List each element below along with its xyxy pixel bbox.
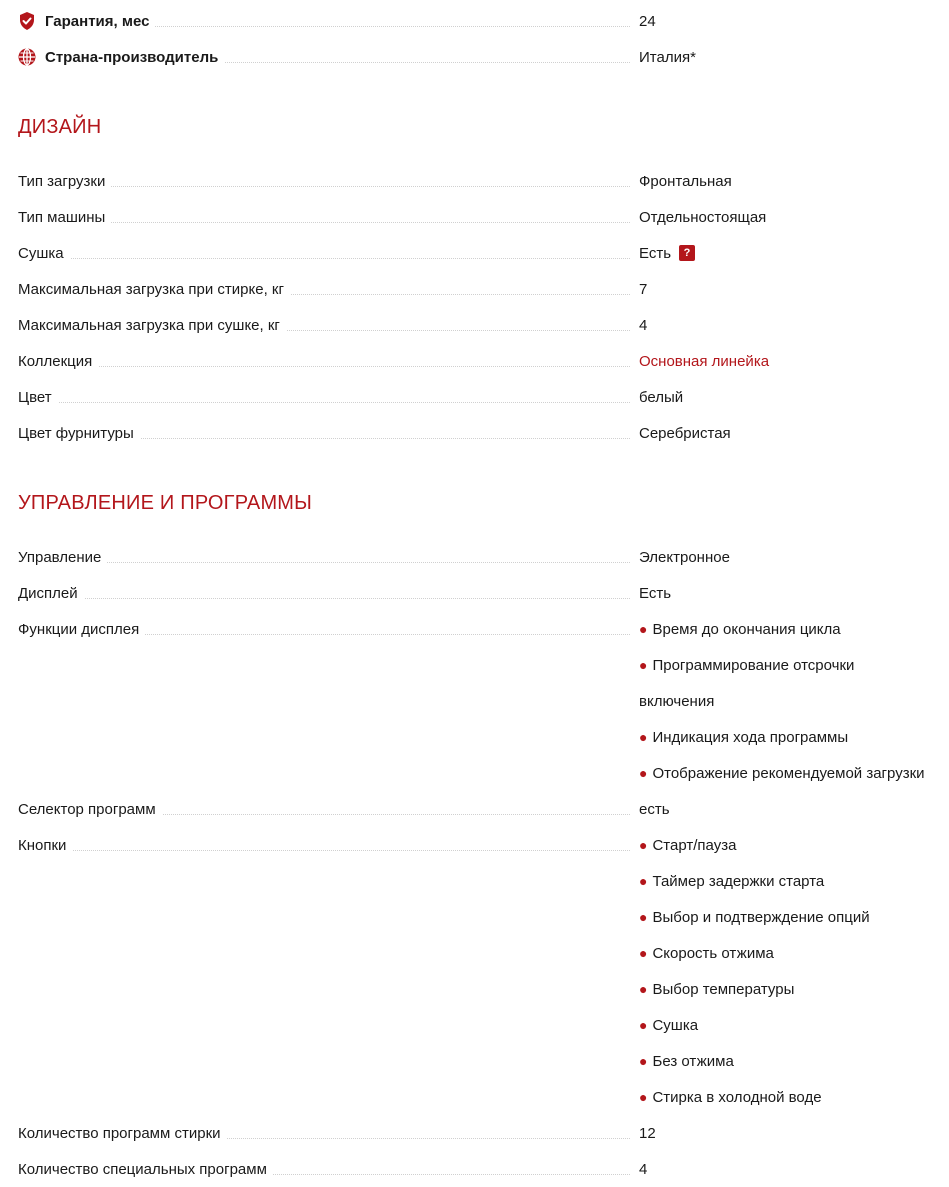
spec-row-warranty [0,3,949,39]
leader-dots [18,850,630,851]
spec-row [0,199,949,235]
spec-label: Цвет фурнитуры [18,425,140,442]
collection-link[interactable]: Основная линейка [639,352,770,370]
bullet-icon: ● [639,909,648,925]
spec-value: 4 [639,1160,648,1178]
list-item-continuation: включения [639,692,715,710]
bullet-icon: ● [639,981,648,997]
spec-row [0,1151,949,1187]
list-item: ● Скорость отжима [639,944,774,962]
leader-dots [18,402,630,403]
spec-value: Италия* [639,48,696,66]
list-item: ● Отображение рекомендуемой загрузки [639,764,925,782]
spec-label: Тип машины [18,209,111,226]
spec-value: белый [639,388,684,406]
spec-label: Максимальная загрузка при сушке, кг [18,317,286,334]
spec-value: есть [639,800,670,818]
globe-icon [18,48,36,66]
spec-label: Управление [18,549,107,566]
bullet-icon: ● [639,729,648,745]
spec-label: Коллекция [18,353,98,370]
spec-label: Кнопки [18,837,72,854]
spec-row [0,163,949,199]
spec-row-country [0,39,949,75]
spec-value: 7 [639,280,648,298]
bullet-icon: ● [639,1017,648,1033]
spec-value: Есть [639,584,672,602]
spec-label: Гарантия, мес [45,12,150,30]
list-item: ● Выбор и подтверждение опций [639,908,870,926]
spec-value: Электронное [639,548,730,566]
spec-value-list [639,611,925,791]
leader-dots [18,366,630,367]
list-item: ● Сушка [639,1016,699,1034]
spec-label: Количество программ стирки [18,1125,227,1142]
spec-row [0,271,949,307]
spec-row-buttons [0,827,949,1115]
spec-label: Максимальная загрузка при стирке, кг [18,281,290,298]
list-item: ● Время до окончания цикла [639,620,841,638]
spec-label: Страна-производитель [45,48,219,66]
spec-value: Серебристая [639,424,731,442]
list-item: ● Индикация хода программы [639,728,849,746]
spec-row [0,379,949,415]
spec-row [0,415,949,451]
bullet-icon: ● [639,621,648,637]
spec-row-display-functions [0,611,949,791]
bullet-icon: ● [639,765,648,781]
list-item: ● Выбор температуры [639,980,795,998]
spec-row [0,307,949,343]
leader-dots [18,562,630,563]
list-item: ● Без отжима [639,1052,734,1070]
bullet-icon: ● [639,837,648,853]
spec-label: Количество специальных программ [18,1161,273,1178]
leader-dots [18,258,630,259]
section-title-control: УПРАВЛЕНИЕ И ПРОГРАММЫ [18,491,313,514]
list-item: ● Программирование отсрочки [639,656,855,674]
spec-row [0,539,949,575]
leader-dots [18,598,630,599]
spec-value: Есть [639,244,672,262]
spec-row [0,791,949,827]
spec-label: Цвет [18,389,58,406]
bullet-icon: ● [639,945,648,961]
spec-value: Отдельностоящая [639,208,767,226]
spec-row [0,575,949,611]
spec-value: 4 [639,316,648,334]
spec-value-list [639,827,870,1115]
spec-row-drying [0,235,949,271]
spec-label: Функции дисплея [18,621,145,638]
spec-row [0,1115,949,1151]
spec-label: Селектор программ [18,801,162,818]
spec-value: 12 [639,1124,656,1142]
spec-value: Фронтальная [639,172,732,190]
spec-label: Сушка [18,245,70,262]
bullet-icon: ● [639,1053,648,1069]
shield-check-icon [18,12,36,30]
spec-label: Дисплей [18,585,84,602]
list-item: ● Стирка в холодной воде [639,1088,822,1106]
bullet-icon: ● [639,1089,648,1105]
help-icon[interactable]: ? [679,245,695,261]
list-item: ● Старт/пауза [639,836,737,854]
bullet-icon: ● [639,657,648,673]
spec-label: Тип загрузки [18,173,111,190]
spec-row-collection [0,343,949,379]
list-item: ● Таймер задержки старта [639,872,825,890]
bullet-icon: ● [639,873,648,889]
section-title-design: ДИЗАЙН [18,115,102,138]
spec-value: 24 [639,12,656,30]
